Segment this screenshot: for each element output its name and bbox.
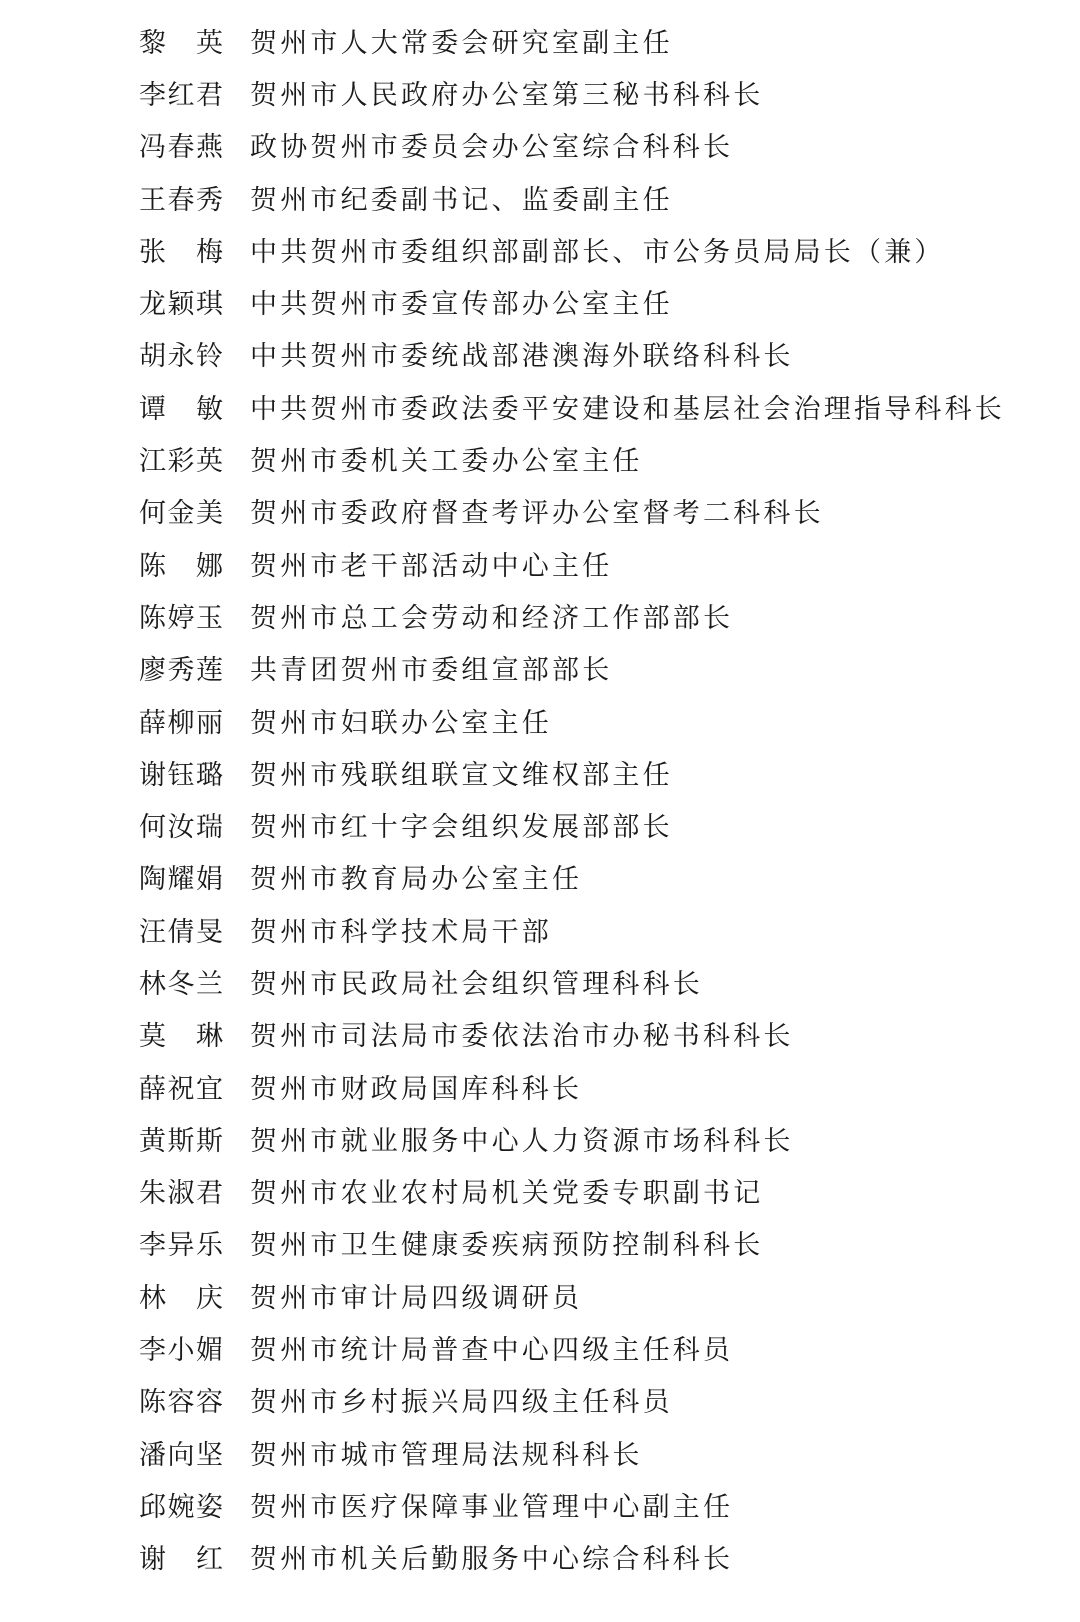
person-title: 中共贺州市委政法委平安建设和基层社会治理指导科科长 xyxy=(250,393,1005,425)
list-item xyxy=(0,1269,1080,1321)
person-title: 贺州市司法局市委依法治市办秘书科科长 xyxy=(250,1021,794,1053)
list-item xyxy=(0,223,1080,275)
person-name: 龙颖琪 xyxy=(139,289,224,321)
person-name: 江彩英 xyxy=(139,446,224,478)
list-item xyxy=(0,1321,1080,1373)
list-item xyxy=(0,1165,1080,1217)
person-title: 贺州市残联组联宣文维权部主任 xyxy=(250,759,673,791)
person-name: 冯春燕 xyxy=(139,132,224,164)
person-name: 黄斯斯 xyxy=(139,1125,224,1157)
person-title: 贺州市财政局国库科科长 xyxy=(250,1073,583,1105)
person-name: 潘向坚 xyxy=(139,1439,224,1471)
list-item xyxy=(0,1060,1080,1112)
list-item xyxy=(0,1217,1080,1269)
list-item xyxy=(0,119,1080,171)
person-title: 中共贺州市委宣传部办公室主任 xyxy=(250,289,673,321)
list-item xyxy=(0,1478,1080,1530)
person-name: 陶耀娟 xyxy=(139,864,224,896)
person-title: 中共贺州市委组织部副部长、市公务员局局长（兼） xyxy=(250,236,945,268)
list-item xyxy=(0,903,1080,955)
person-title: 贺州市机关后勤服务中心综合科科长 xyxy=(250,1544,734,1576)
list-item xyxy=(0,694,1080,746)
person-name: 李小媚 xyxy=(139,1335,224,1367)
person-name: 薛柳丽 xyxy=(139,707,224,739)
person-name: 汪倩旻 xyxy=(139,916,224,948)
person-title: 贺州市红十字会组织发展部部长 xyxy=(250,812,673,844)
member-list xyxy=(0,14,1080,1583)
person-title: 贺州市民政局社会组织管理科科长 xyxy=(250,968,703,1000)
person-title: 贺州市就业服务中心人力资源市场科科长 xyxy=(250,1125,794,1157)
person-title: 贺州市人民政府办公室第三秘书科科长 xyxy=(250,79,764,111)
list-item xyxy=(0,1426,1080,1478)
list-item xyxy=(0,537,1080,589)
person-name: 林冬兰 xyxy=(139,968,224,1000)
person-name: 李红君 xyxy=(139,79,224,111)
list-item xyxy=(0,1008,1080,1060)
person-name: 薛祝宜 xyxy=(139,1073,224,1105)
person-title: 贺州市科学技术局干部 xyxy=(250,916,552,948)
person-title: 贺州市委政府督查考评办公室督考二科科长 xyxy=(250,498,824,530)
person-name: 邱婉姿 xyxy=(139,1491,224,1523)
list-item xyxy=(0,14,1080,66)
person-name: 黎 英 xyxy=(139,27,224,59)
person-name: 张 梅 xyxy=(139,236,224,268)
person-name: 李异乐 xyxy=(139,1230,224,1262)
person-title: 贺州市委机关工委办公室主任 xyxy=(250,446,643,478)
person-name: 胡永铃 xyxy=(139,341,224,373)
person-title: 贺州市总工会劳动和经济工作部部长 xyxy=(250,602,734,634)
person-title: 贺州市妇联办公室主任 xyxy=(250,707,552,739)
list-item xyxy=(0,380,1080,432)
list-item xyxy=(0,171,1080,223)
list-item xyxy=(0,851,1080,903)
list-item xyxy=(0,642,1080,694)
person-name: 王春秀 xyxy=(139,184,224,216)
list-item xyxy=(0,1531,1080,1583)
person-title: 贺州市医疗保障事业管理中心副主任 xyxy=(250,1491,734,1523)
list-item xyxy=(0,66,1080,118)
list-item xyxy=(0,485,1080,537)
list-item xyxy=(0,432,1080,484)
person-title: 贺州市乡村振兴局四级主任科员 xyxy=(250,1387,673,1419)
person-title: 共青团贺州市委组宣部部长 xyxy=(250,655,613,687)
person-name: 陈容容 xyxy=(139,1387,224,1419)
list-item xyxy=(0,275,1080,327)
person-name: 谭 敏 xyxy=(139,393,224,425)
person-title: 贺州市审计局四级调研员 xyxy=(250,1282,583,1314)
person-name: 朱淑君 xyxy=(139,1178,224,1210)
person-title: 贺州市老干部活动中心主任 xyxy=(250,550,613,582)
person-title: 贺州市教育局办公室主任 xyxy=(250,864,583,896)
person-title: 贺州市卫生健康委疾病预防控制科科长 xyxy=(250,1230,764,1262)
person-name: 林 庆 xyxy=(139,1282,224,1314)
person-title: 贺州市纪委副书记、监委副主任 xyxy=(250,184,673,216)
person-name: 何汝瑞 xyxy=(139,812,224,844)
list-item xyxy=(0,955,1080,1007)
list-item xyxy=(0,798,1080,850)
person-name: 何金美 xyxy=(139,498,224,530)
person-title: 中共贺州市委统战部港澳海外联络科科长 xyxy=(250,341,794,373)
person-title: 政协贺州市委员会办公室综合科科长 xyxy=(250,132,734,164)
person-name: 陈婷玉 xyxy=(139,602,224,634)
person-name: 廖秀莲 xyxy=(139,655,224,687)
list-item xyxy=(0,1112,1080,1164)
list-item xyxy=(0,1374,1080,1426)
list-item xyxy=(0,328,1080,380)
list-item xyxy=(0,746,1080,798)
person-name: 谢 红 xyxy=(139,1544,224,1576)
person-title: 贺州市统计局普查中心四级主任科员 xyxy=(250,1335,734,1367)
person-name: 谢钰璐 xyxy=(139,759,224,791)
list-item xyxy=(0,589,1080,641)
person-name: 陈 娜 xyxy=(139,550,224,582)
person-title: 贺州市人大常委会研究室副主任 xyxy=(250,27,673,59)
person-name: 莫 琳 xyxy=(139,1021,224,1053)
person-title: 贺州市城市管理局法规科科长 xyxy=(250,1439,643,1471)
person-title: 贺州市农业农村局机关党委专职副书记 xyxy=(250,1178,764,1210)
